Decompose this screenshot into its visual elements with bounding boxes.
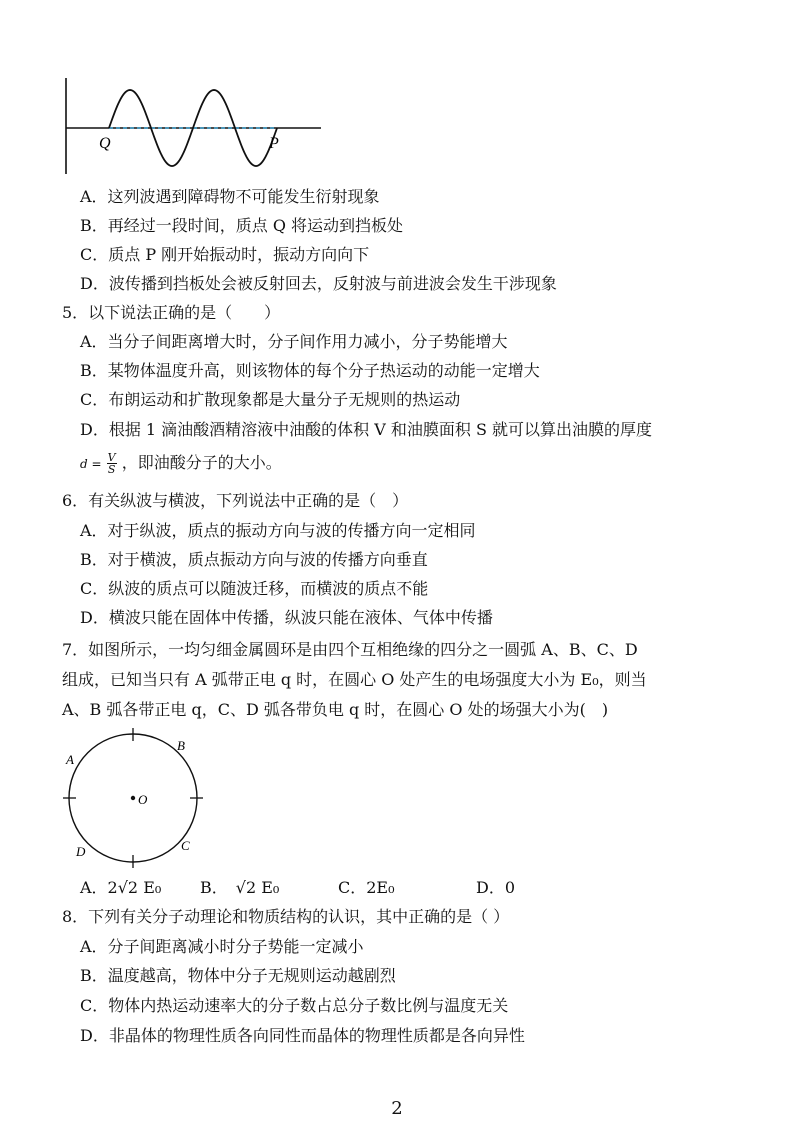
- q6-stem: 6．有关纵波与横波，下列说法中正确的是（ ）: [62, 491, 409, 510]
- ring-label-a: A: [66, 752, 74, 767]
- q8-option-d: D．非晶体的物理性质各向同性而晶体的物理性质都是各向异性: [80, 1026, 525, 1045]
- q4-option-d: D．波传播到挡板处会被反射回去，反射波与前进波会发生干涉现象: [80, 274, 557, 293]
- formula-denominator: S: [107, 463, 116, 476]
- formula-tail: ，即油酸分子的大小。: [121, 453, 282, 472]
- ring-label-d: D: [76, 844, 86, 859]
- ring-diagram: [55, 728, 215, 868]
- q4-option-b: B．再经过一段时间，质点 Q 将运动到挡板处: [80, 216, 404, 235]
- q5-option-c: C．布朗运动和扩散现象都是大量分子无规则的热运动: [80, 390, 461, 409]
- formula-numerator: V: [107, 451, 116, 464]
- q7-stem-line-3: A、B 弧各带正电 q，C、D 弧各带负电 q 时，在圆心 O 处的场强大小为( ): [62, 700, 609, 719]
- q6-option-c: C．纵波的质点可以随波迁移，而横波的质点不能: [80, 579, 429, 598]
- q7-option-b: B． √2 E₀: [200, 878, 280, 897]
- q5-option-a: A．当分子间距离增大时，分子间作用力减小，分子势能增大: [80, 332, 508, 351]
- q7-option-a: A．2√2 E₀: [80, 878, 162, 897]
- page-number: 2: [391, 1098, 403, 1119]
- q7-stem-line-1: 7．如图所示，一均匀细金属圆环是由四个互相绝缘的四分之一圆弧 A、B、C、D: [62, 640, 638, 659]
- wave-label-q: Q: [99, 135, 111, 152]
- q5-stem: 5．以下说法正确的是（ ）: [62, 303, 281, 322]
- q8-option-b: B．温度越高，物体中分子无规则运动越剧烈: [80, 966, 396, 985]
- ring-label-c: C: [181, 838, 190, 853]
- q4-option-c: C．质点 P 刚开始振动时，振动方向向下: [80, 245, 370, 264]
- q8-stem: 8．下列有关分子动理论和物质结构的认识，其中正确的是（ ）: [62, 907, 510, 926]
- q7-stem-line-2: 组成，已知当只有 A 弧带正电 q 时，在圆心 O 处产生的电场强度大小为 E₀，则当: [62, 670, 647, 689]
- q8-option-c: C．物体内热运动速率大的分子数占总分子数比例与温度无关: [80, 996, 509, 1015]
- q4-option-a: A．这列波遇到障碍物不可能发生衍射现象: [80, 187, 380, 206]
- q7-option-d: D．0: [476, 878, 516, 897]
- q7-option-c: C．2E₀: [338, 878, 395, 897]
- ring-label-b: B: [177, 738, 185, 753]
- center-point: [131, 796, 135, 800]
- q6-option-d: D．横波只能在固体中传播，纵波只能在液体、气体中传播: [80, 608, 493, 627]
- wave-diagram: [55, 78, 335, 178]
- formula-lhs: d =: [80, 457, 102, 471]
- formula-fraction: [107, 452, 117, 475]
- q8-option-a: A．分子间距离减小时分子势能一定减小: [80, 937, 364, 956]
- q5-option-b: B．某物体温度升高，则该物体的每个分子热运动的动能一定增大: [80, 361, 540, 380]
- q6-option-b: B．对于横波，质点振动方向与波的传播方向垂直: [80, 550, 428, 569]
- q5-formula-line: [80, 452, 282, 475]
- wave-label-p: P: [269, 135, 279, 152]
- q6-option-a: A．对于纵波，质点的振动方向与波的传播方向一定相同: [80, 521, 476, 540]
- q5-option-d: D．根据 1 滴油酸酒精溶液中油酸的体积 V 和油膜面积 S 就可以算出油膜的厚度: [80, 420, 653, 439]
- ring-label-o: O: [138, 792, 148, 807]
